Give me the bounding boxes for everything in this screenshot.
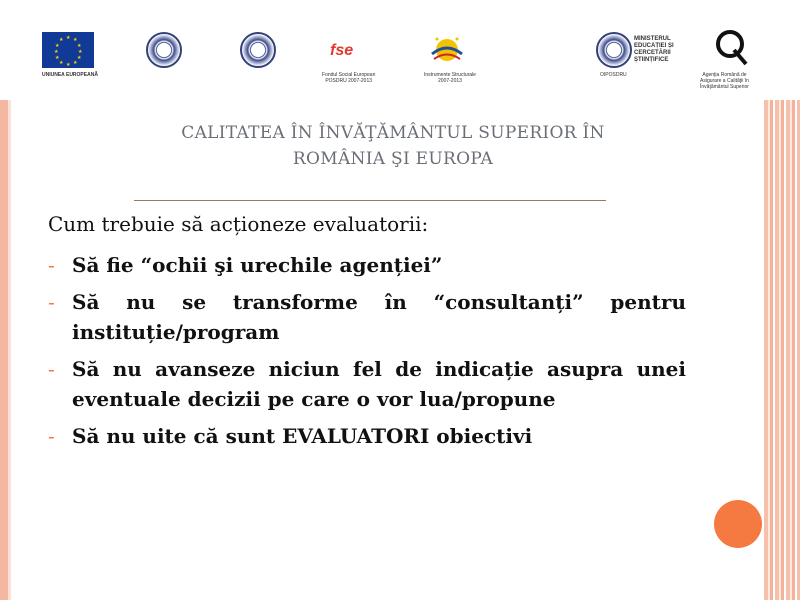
bullet-text: Să nu se transforme în “consultanți” pentru instituție/program	[72, 290, 686, 344]
fse-caption: Fondul Social European POSDRU 2007-2013	[322, 72, 376, 84]
ministry-name: MINISTERUL EDUCAȚIEI ȘI CERCETĂRII ȘTIINȚIFICE	[634, 36, 674, 63]
slide-title-line-2: ROMÂNIA ŞI EUROPA	[292, 149, 494, 169]
intro-text: Cum trebuie să acționeze evaluatorii:	[48, 212, 429, 236]
bullet-text: Să fie “ochii şi urechile agenției”	[72, 253, 443, 277]
romania-coat-of-arms-logo	[240, 32, 276, 68]
slide-title	[100, 120, 686, 172]
title-divider	[134, 200, 606, 201]
left-decorative-stripe	[0, 100, 11, 600]
bullet-item	[48, 354, 686, 414]
bullet-marker: -	[48, 424, 55, 448]
bullet-text: Să nu uite că sunt EVALUATORI obiectivi	[72, 424, 533, 448]
ministry-caption: OIPOSDRU	[600, 72, 627, 78]
aracis-caption: Agenţia Română de Asigurare a Calităţii în Învăţământul Superior	[700, 72, 749, 90]
right-decorative-stripes	[764, 100, 800, 600]
eu-caption: UNIUNEA EUROPEANĂ	[42, 72, 98, 78]
bullet-marker: -	[48, 290, 55, 314]
bullet-list	[48, 250, 686, 458]
bullet-item	[48, 421, 686, 451]
structural-instruments-logo	[428, 32, 466, 68]
fse-logo	[330, 36, 370, 64]
romania-government-crest-logo	[146, 32, 182, 68]
bullet-marker: -	[48, 253, 55, 277]
fse-mark: fse	[330, 42, 354, 59]
bullet-text: Să nu avanseze niciun fel de indicație asupra unei eventuale decizii pe care o vor lua/propune	[72, 357, 686, 411]
bullet-marker: -	[48, 357, 55, 381]
bullet-item	[48, 287, 686, 347]
logo-bar	[0, 0, 800, 100]
bullet-item	[48, 250, 686, 280]
orange-circle-decoration	[714, 500, 762, 548]
ministry-crest-logo	[596, 32, 632, 68]
eu-flag-logo: ★ ★ ★ ★ ★ ★ ★ ★ ★ ★ ★ ★	[42, 32, 94, 68]
aracis-q-logo	[712, 28, 752, 68]
structural-instruments-caption: Instrumente Structurale 2007-2013	[424, 72, 476, 84]
slide-title-line-1: CALITATEA ÎN ÎNVĂŢĂMÂNTUL SUPERIOR ÎN	[181, 123, 605, 143]
